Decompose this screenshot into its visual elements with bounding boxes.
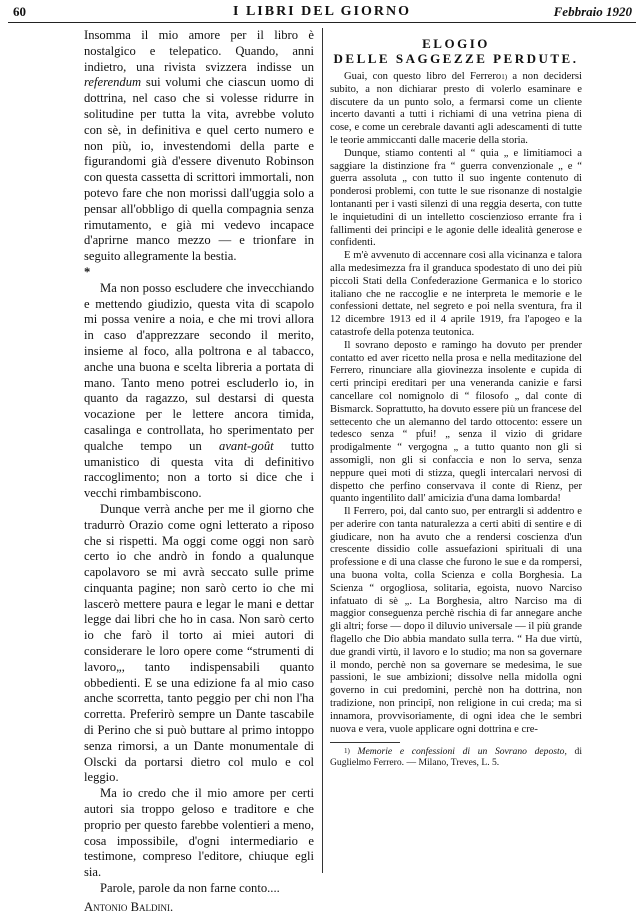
- footnote-ref: 1): [501, 73, 508, 81]
- paragraph: Ma non posso escludere che invecchiando e mettendo giudizio, questa vita di scapolo mi possa venire a noia, e che mi trovi allora in caso d'apprezzare secondo il merito, insieme al foco, alla poltrona e al tabacco, anche una buona e scelta libreria a portata di mano. Tanto meno potrei escluderlo io, in quanto da ragazzo, sul destarsi di questa vocazione per le lettere ancora timida, casalinga e controllata, ho sperimentato per qualche tempo un avant-goût tutto umanistico di questa vita di definitivo raccoglimento; non a torto si dice che i vecchi rimbambiscono.: [84, 280, 314, 501]
- paragraph: Ma io credo che il mio amore per certi autori sia troppo geloso e traditore e che proprio per questo farebbe volentieri a meno, cosa impossibile, d'ogni intermediario e testimone, compreso l'editore, chiuque egli sia.: [84, 786, 314, 880]
- left-column: [84, 28, 314, 916]
- paragraph: Insomma il mio amore per il libro è nostalgico e telepatico. Quando, anni indietro, una rivista svizzera indisse un referendum sui volumi che ciascun uomo di dottrina, nel caso che si volesse ridurre in solitudine per tutta la vita, avrebbe voluto con sè, in definitiva e quel certo numero e non più, io, investendomi della parte e figurandomi già d'essere divenuto Robinson con questa cassetta di scrittori immortali, non potevo fare che non morissi dall'uggia solo a pensar all'obbligo di quella compagnia senza rimutamento, e già mi vedevo incapace d'aprirne manco mezzo — e trionfare in seguito allegramente la bestia.: [84, 28, 314, 264]
- paragraph: Il Ferrero, poi, dal canto suo, per entrargli sì addentro e per aderire con tanta naturalezza a certi abiti di sentire e di giudicare, non ha avuto che a rendersi coscienza d'un crescente dissidio colle assuefazioni spirituali di una professione e di una classe che furono le sue e da rompersi, una buona volta, colla Scienza e colla Borghesia. La Scienza “ orgogliosa, solitaria, egoista, nuovo Narciso infatuato di sè „. La Borghesia, altro Narciso ma di maggior conseguenza perchè rischia di far annegare anche gli altri; forse — dopo il diluvio universale — il più grande flagello che Dio abbia mandato sulla terra. “ Ha due virtù, due grandi virtù, il lavoro e lo studio; ma non sa governare il mondo, perchè non sa governare se medesima, le sue passioni, le sue ambizioni; dissolve nella midolla ogni governo in cui predomini, perchè non ha dottrina, non tradizione, non principî, non religione in cui creda; ma si innamora, provvisoriamente, di ogni idea che le sembri nuova e vera, vuole applicare ogni dottrina e cre-: [330, 506, 582, 735]
- page-header: [8, 4, 636, 23]
- right-column: [330, 36, 582, 768]
- author-signature: Antonio Baldini.: [84, 899, 174, 914]
- paragraph: Guai, con questo libro del Ferrero$^{1)}$ a non decidersi subito, a non dichiarar presto di volerlo esaminare e discutere da un punto solo, a fermarsi come un cliente incerto davanti a tutti i richiami di una vetrina piena di cose, e come un cerebrale davanti agli adescamenti di tutte le teorie ammiccanti dalle macerie della storia.: [330, 71, 582, 146]
- footnote: $^{1)}$ Memorie e confessioni di un Sovrano deposto, di Guglielmo Ferrero. — Milano, Treves, L. 5.: [330, 746, 582, 769]
- issue-date: Febbraio 1920: [553, 4, 632, 19]
- running-title: I LIBRI DEL GIORNO: [233, 4, 411, 19]
- paragraph: Dunque, stiamo contenti al “ quia „ e limitiamoci a saggiare la distinzione fra “ guerra convenzionale „ e “ guerra assoluta „ con tutto il suo ingente contenuto di ponderosi problemi, con tutte le sue risonanze di nostalgie lontananti per i vasti silenzi di una reggia deserta, con tutte le inquietudini di un intelletto coscienzioso errante fra i fallimenti dei principi e le agonie delle idealità generose e confidenti.: [330, 147, 582, 249]
- paragraph: Parole, parole da non farne conto....: [100, 881, 280, 896]
- page-number: 60: [13, 4, 26, 19]
- column-divider: [322, 28, 323, 873]
- paragraph: Il sovrano deposto e ramingo ha dovuto per prender contatto ed aver ricetto nella prosa e nella meditazione del Ferrero, rinunciare alla giovinezza insolente e cupida di certi principi ereditari per una veneranda canizie e farsi cancellare col nomignolo di “ filosofo „ dal conte di Bismarck. Soprattutto, ha dovuto essere più un francese del settecento che un alemanno del tardo ottocento: essere un tedesco senza “ pfui! „ senza il vizio di gridare prodigalmente “ vergogna „ a tutto quanto non gli si assomigli, non gli si confaccia e non lo serva, senza neppure quei moti di stizza, quegli intercalari nervosi di dispetto che perfino conservava il conte di Rienz, per quanto ingentilito dall' amicizia d'una dama lombarda!: [330, 339, 582, 505]
- footnote-divider: [330, 742, 400, 743]
- article-title: ELOGIO DELLE SAGGEZZE PERDUTE.: [333, 36, 579, 66]
- paragraph: Dunque verrà anche per me il giorno che tradurrò Orazio come ogni letterato a riposo che si rispetti. Ma oggi come oggi non sarò certo io che andrò in fondo a qualunque capolavoro se mi avrà seccato sulle prime cinquanta pagine; non sarò certo io che mi lascerò mettere paura e legar le mani e dettar legge dai libri che ho in casa. Non sarò certo io che farò il torto ai miei autori di considerare le loro opere come “strumenti di lavoro„, tanto indispensabili quanto obbedienti. E se una edizione fa al mio caso anche scorretta, tanto peggio per chi non l'ha corretta. Preferirò sempre un Dante tascabile di Perino che si può buttare al primo intoppo senza rimorsi, a un Dante monumentale di Olscki da portarsi dietro col mulo e col leggio.: [84, 501, 314, 785]
- paragraph: E m'è avvenuto di accennare così alla vicinanza e talora alla medesimezza fra il granduca spodestato di uno dei più piccoli Stati della Confederazione Germanica e lo storico italiano che ne raccoglie e ne interpreta le memorie e le confessioni dettate, nel segreto e poi nella sventura, fra il 12 dicembre 1913 ed il 4 aprile 1919, fra l'apogeo e la catastrofe della potenza teutonica.: [330, 250, 582, 338]
- section-separator: *: [84, 264, 91, 279]
